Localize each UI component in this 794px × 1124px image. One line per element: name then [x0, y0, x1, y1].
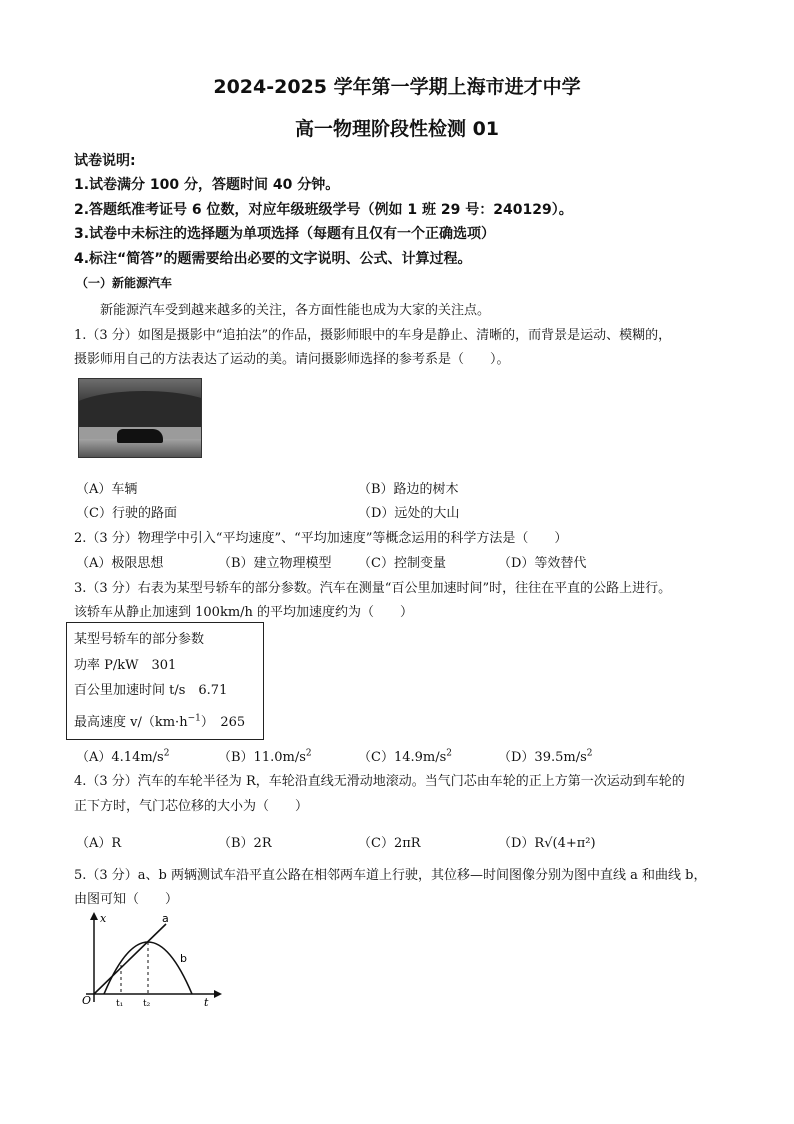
curve-b-label: b: [180, 952, 187, 965]
question-1-text: 1.（3 分）如图是摄影中“追拍法”的作品，摄影师眼中的车身是静止、清晰的，而背景是运动、模糊的，: [74, 328, 672, 343]
y-axis-arrow: [90, 912, 98, 920]
question-4-option-a: （A）R: [76, 836, 122, 851]
question-4-text-cont: 正下方时，气门芯位移的大小为（ ）: [74, 799, 309, 814]
question-2-text: 2.（3 分）物理学中引入“平均速度”、“平均加速度”等概念运用的科学方法是（ ）: [74, 531, 568, 546]
instruction-item: 4.标注“简答”的题需要给出必要的文字说明、公式、计算过程。: [74, 251, 472, 267]
question-1-option-c: （C）行驶的路面: [76, 506, 177, 521]
displacement-time-graph: [76, 908, 226, 1008]
question-2-option-a: （A）极限思想: [76, 556, 164, 571]
question-3-option-c: $(C)14.9m/s^2$: [358, 748, 453, 765]
table-row-power: 功率 P/kW 301: [74, 658, 177, 673]
question-4-option-c: （C）2πR: [358, 836, 421, 851]
question-3-option-d: $(D)39.5m/s^2$: [498, 748, 593, 765]
question-4-text: 4.（3 分）汽车的车轮半径为 R，车轮沿直线无滑动地滚动。当气门芯由车轮的正上方第一次运动到车轮的: [74, 774, 685, 789]
table-title: 某型号轿车的部分参数: [74, 632, 205, 647]
x-axis-arrow: [214, 990, 222, 998]
section-title: （一）新能源汽车: [76, 276, 173, 290]
question-1-option-d: （D）远处的大山: [358, 506, 460, 521]
line-a: [94, 924, 166, 994]
table-row-accel-time: 百公里加速时间 t/s 6.71: [74, 683, 228, 698]
question-1-option-a: （A）车辆: [76, 482, 138, 497]
question-1-text-cont: 摄影师用自己的方法表达了运动的美。请问摄影师选择的参考系是（ ）。: [74, 352, 510, 367]
line-a-label: a: [162, 912, 169, 925]
table-row-max-speed: 最高速度 $v/(km\cdot h^{-1})$ 265: [74, 713, 246, 730]
instruction-item: 2.答题纸准考证号 6 位数，对应年级班级学号（例如 1 班 29 号：240129）。: [74, 202, 573, 218]
chase-shot-photo: [78, 378, 202, 458]
question-5-text: 5.（3 分）a、b 两辆测试车沿平直公路在相邻两车道上行驶，其位移—时间图像分别为图中直线 a 和曲线 b，: [74, 868, 707, 883]
question-2-option-c: （C）控制变量: [358, 556, 446, 571]
question-5-text-cont: 由图可知（ ）: [74, 892, 179, 907]
exam-title-school: 2024-2025 学年第一学期上海市进才中学: [213, 76, 581, 98]
question-3-text: 3.（3 分）右表为某型号轿车的部分参数。汽车在测量“百公里加速时间”时，往往在平直的公路上进行。: [74, 581, 672, 596]
question-1-option-b: （B）路边的树木: [358, 482, 459, 497]
x-axis-label: t: [204, 996, 209, 1008]
t1-label: t₁: [116, 999, 124, 1008]
origin-label: O: [82, 994, 92, 1007]
question-3-option-a: $(A)4.14m/s^2$: [76, 748, 170, 765]
question-4-option-d: （D）R√(4+π²): [498, 836, 596, 851]
instructions-heading: 试卷说明:: [74, 153, 136, 169]
question-2-option-b: （B）建立物理模型: [218, 556, 332, 571]
question-4-option-b: （B）2R: [218, 836, 272, 851]
question-3-option-b: $(B)11.0m/s^2$: [218, 748, 312, 765]
y-axis-label: x: [100, 912, 107, 925]
exam-title-subject: 高一物理阶段性检测 01: [294, 118, 500, 140]
car-parameter-table: [66, 622, 264, 740]
instruction-item: 1.试卷满分 100 分，答题时间 40 分钟。: [74, 177, 340, 193]
t2-label: t₂: [143, 999, 151, 1008]
section-intro: 新能源汽车受到越来越多的关注，各方面性能也成为大家的关注点。: [100, 303, 491, 318]
question-3-text-cont: 该轿车从静止加速到 100km/h 的平均加速度约为（ ）: [74, 605, 414, 620]
instruction-item: 3.试卷中未标注的选择题为单项选择（每题有且仅有一个正确选项）: [74, 226, 496, 242]
question-2-option-d: （D）等效替代: [498, 556, 587, 571]
